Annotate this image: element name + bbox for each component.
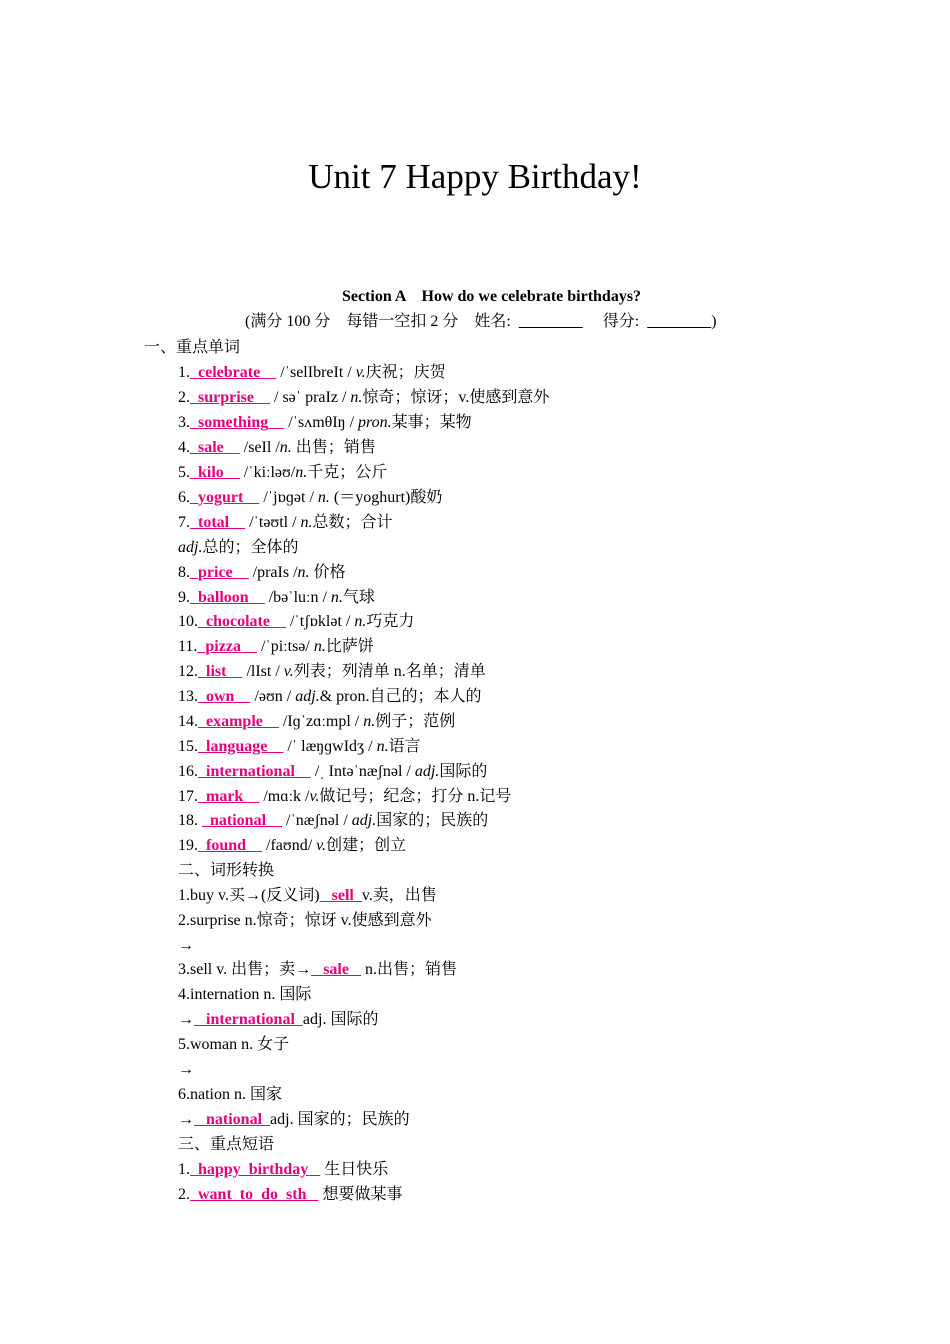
answer-blank[interactable]: celebrate [198, 364, 261, 381]
form-arrow: → [178, 937, 194, 954]
score-line-prefix: (满分 100 分 每错一空扣 2 分 姓名: [245, 313, 511, 330]
vocab-item: 19. found /faʊnd/ v.创建；创立 [178, 837, 407, 854]
answer-blank[interactable]: national [210, 812, 267, 829]
answer-blank[interactable]: price [198, 564, 233, 581]
answer-blank[interactable]: yogurt [198, 489, 244, 506]
vocab-item: 11. pizza /ˈpiːtsə/ n.比萨饼 [178, 638, 374, 655]
answer-blank[interactable]: sale [323, 961, 349, 978]
section-title: Section A How do we celebrate birthdays? [341, 288, 642, 305]
vocab-item: 9. balloon /bəˈluːn / n.气球 [178, 589, 375, 606]
answer-blank[interactable]: own [206, 688, 235, 705]
vocab-item: 15. language /ˈ læŋɡwIdʒ / n.语言 [178, 738, 421, 755]
answer-blank[interactable]: mark [206, 788, 244, 805]
answer-blank[interactable]: language [206, 738, 268, 755]
score-line-suffix: ) [711, 313, 717, 330]
vocab-item: 10. chocolate /ˈtʃɒklət / n.巧克力 [178, 613, 415, 630]
form-item-answer-line: → international adj. 国际的 [178, 1011, 379, 1028]
vocab-item: 14. example /Iɡˈzɑːmpl / n.例子；范例 [178, 713, 456, 730]
answer-blank[interactable]: sale [198, 439, 224, 456]
heading-vocab: 一、重点单词 [144, 339, 241, 356]
answer-blank[interactable]: national [206, 1111, 263, 1128]
answer-blank[interactable]: balloon [198, 589, 249, 606]
answer-blank[interactable]: total [198, 514, 230, 531]
vocab-item: 3. something /ˈsʌmθIŋ / pron.某事；某物 [178, 414, 472, 431]
vocab-item: 12. list /lIst / v.列表；列清单 n.名单；清单 [178, 663, 486, 680]
form-item: 6.nation n. 国家 [178, 1086, 282, 1103]
answer-blank[interactable]: found [206, 837, 247, 854]
answer-blank[interactable]: pizza [205, 638, 241, 655]
vocab-item: 6. yogurt /ˈjɒɡət / n. (＝yoghurt)酸奶 [178, 489, 443, 506]
answer-blank[interactable]: kilo [198, 464, 224, 481]
page-title: Unit 7 Happy Birthday! [308, 157, 642, 196]
vocab-item: 2. surprise / səˈ praIz / n.惊奇；惊讶；v.使感到意外 [178, 389, 550, 406]
vocab-item: 4. sale /seIl /n. 出售；销售 [178, 439, 376, 456]
vocab-item: 13. own /əʊn / adj.& pron.自己的；本人的 [178, 688, 482, 705]
vocab-item: 17. mark /mɑːk /v.做记号；纪念；打分 n.记号 [178, 788, 512, 805]
heading-forms: 二、词形转换 [178, 862, 275, 879]
form-item: 4.internation n. 国际 [178, 986, 312, 1003]
phrase-item: 2. want to do sth 想要做某事 [178, 1186, 403, 1203]
answer-blank[interactable]: sell [331, 887, 354, 904]
name-blank[interactable] [519, 313, 583, 330]
answer-blank[interactable]: list [206, 663, 227, 680]
form-arrow: → [178, 1061, 194, 1078]
vocab-item: 5. kilo /ˈkiːləʊ/n.千克；公斤 [178, 464, 388, 481]
vocab-item: 16. international /ˌ Intəˈnæʃnəl / adj.国际的 [178, 763, 488, 780]
answer-blank[interactable]: want to do sth [198, 1186, 307, 1203]
form-item-answer-line: → national adj. 国家的；民族的 [178, 1111, 410, 1128]
vocab-item: 18. national /ˈnæʃnəl / adj.国家的；民族的 [178, 812, 489, 829]
answer-blank[interactable]: chocolate [206, 613, 270, 630]
answer-blank[interactable]: international [206, 763, 295, 780]
form-item: 2.surprise n.惊奇；惊讶 v.使感到意外 [178, 912, 432, 929]
answer-blank[interactable]: something [198, 414, 269, 431]
score-blank[interactable] [647, 313, 711, 330]
answer-blank[interactable]: international [206, 1011, 295, 1028]
form-item: 1.buy v.买→(反义词) sell v.卖，出售 [178, 887, 437, 904]
score-line [245, 311, 717, 333]
heading-phrases: 三、重点短语 [178, 1136, 275, 1153]
answer-blank[interactable]: happy birthday [198, 1161, 309, 1178]
vocab-item: 8. price /praIs /n. 价格 [178, 564, 346, 581]
phrase-item: 1. happy birthday 生日快乐 [178, 1161, 389, 1178]
answer-blank[interactable]: example [206, 713, 263, 730]
form-item: 3.sell v. 出售；卖→ sale n.出售；销售 [178, 961, 457, 978]
vocab-item: 1. celebrate /ˈselIbreIt / v.庆祝；庆贺 [178, 364, 446, 381]
score-label: 得分: [602, 313, 640, 330]
vocab-item-continuation: adj.总的；全体的 [178, 539, 299, 556]
answer-blank[interactable]: surprise [198, 389, 254, 406]
form-item: 5.woman n. 女子 [178, 1036, 290, 1053]
vocab-item: 7. total /ˈtəʊtl / n.总数；合计 [178, 514, 393, 531]
